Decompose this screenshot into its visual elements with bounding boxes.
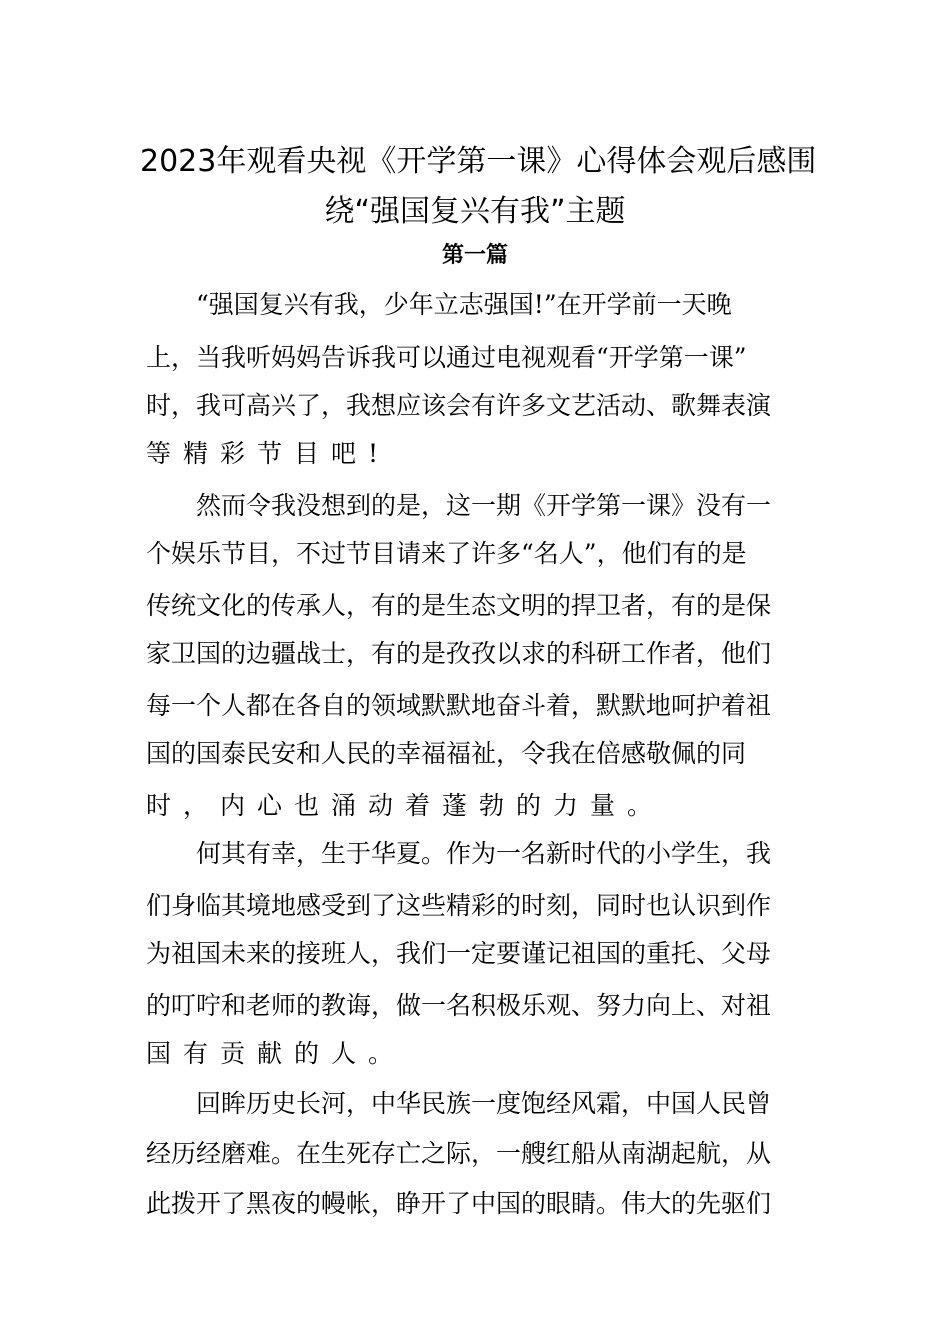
paragraph-2-line-3: 传统文化的传承人，有的是生态文明的捍卫者，有的是保 <box>146 591 772 620</box>
paragraph-3-line-4: 的叮咛和老师的教诲，做一名积极乐观、努力向上、对祖 <box>146 991 772 1020</box>
paragraph-4-line-2: 经历经磨难。在生死存亡之际，一艘红船从南湖起航，从 <box>146 1139 772 1168</box>
paragraph-2-line-4: 家卫国的边疆战士，有的是孜孜以求的科研工作者，他们 <box>146 639 772 668</box>
paragraph-1-line-3: 时，我可高兴了，我想应该会有许多文艺活动、歌舞表演 <box>146 391 772 420</box>
paragraph-1-line-1: “强国复兴有我，少年立志强国!”在开学前一天晚 <box>196 290 732 319</box>
section-heading: 第一篇 <box>441 243 508 268</box>
paragraph-1-line-2: 上，当我听妈妈告诉我可以通过电视观看“开学第一课” <box>146 343 747 372</box>
paragraph-3-line-5: 国有贡献的人。 <box>146 1039 406 1068</box>
paragraph-2-line-6: 国的国泰民安和人民的幸福福祉，令我在倍感敬佩的同 <box>146 739 747 768</box>
paragraph-4-line-1: 回眸历史长河，中华民族一度饱经风霜，中国人民曾 <box>196 1089 772 1118</box>
paragraph-3-line-1: 何其有幸，生于华夏。作为一名新时代的小学生，我 <box>196 839 772 868</box>
paragraph-2-line-1: 然而令我没想到的是，这一期《开学第一课》没有一 <box>196 491 772 520</box>
document-title-line-2: 绕“强国复兴有我”主题 <box>324 194 626 229</box>
paragraph-4-line-3: 此拨开了黑夜的幔帐，睁开了中国的眼睛。伟大的先驱们 <box>146 1189 772 1218</box>
document-title-line-1: 2023年观看央视《开学第一课》心得体会观后感围 <box>140 144 817 179</box>
paragraph-2-line-2: 个娱乐节目，不过节目请来了许多“名人”，他们有的是 <box>146 539 747 568</box>
paragraph-2-line-5: 每一个人都在各自的领域默默地奋斗着，默默地呵护着祖 <box>146 691 772 720</box>
paragraph-3-line-3: 为祖国未来的接班人，我们一定要谨记祖国的重托、父母 <box>146 939 772 968</box>
paragraph-2-line-7: 时，内心也涌动着蓬勃的力量。 <box>146 791 665 820</box>
paragraph-3-line-2: 们身临其境地感受到了这些精彩的时刻，同时也认识到作 <box>146 891 772 920</box>
paragraph-1-line-4: 等精彩节目吧! <box>146 439 391 468</box>
